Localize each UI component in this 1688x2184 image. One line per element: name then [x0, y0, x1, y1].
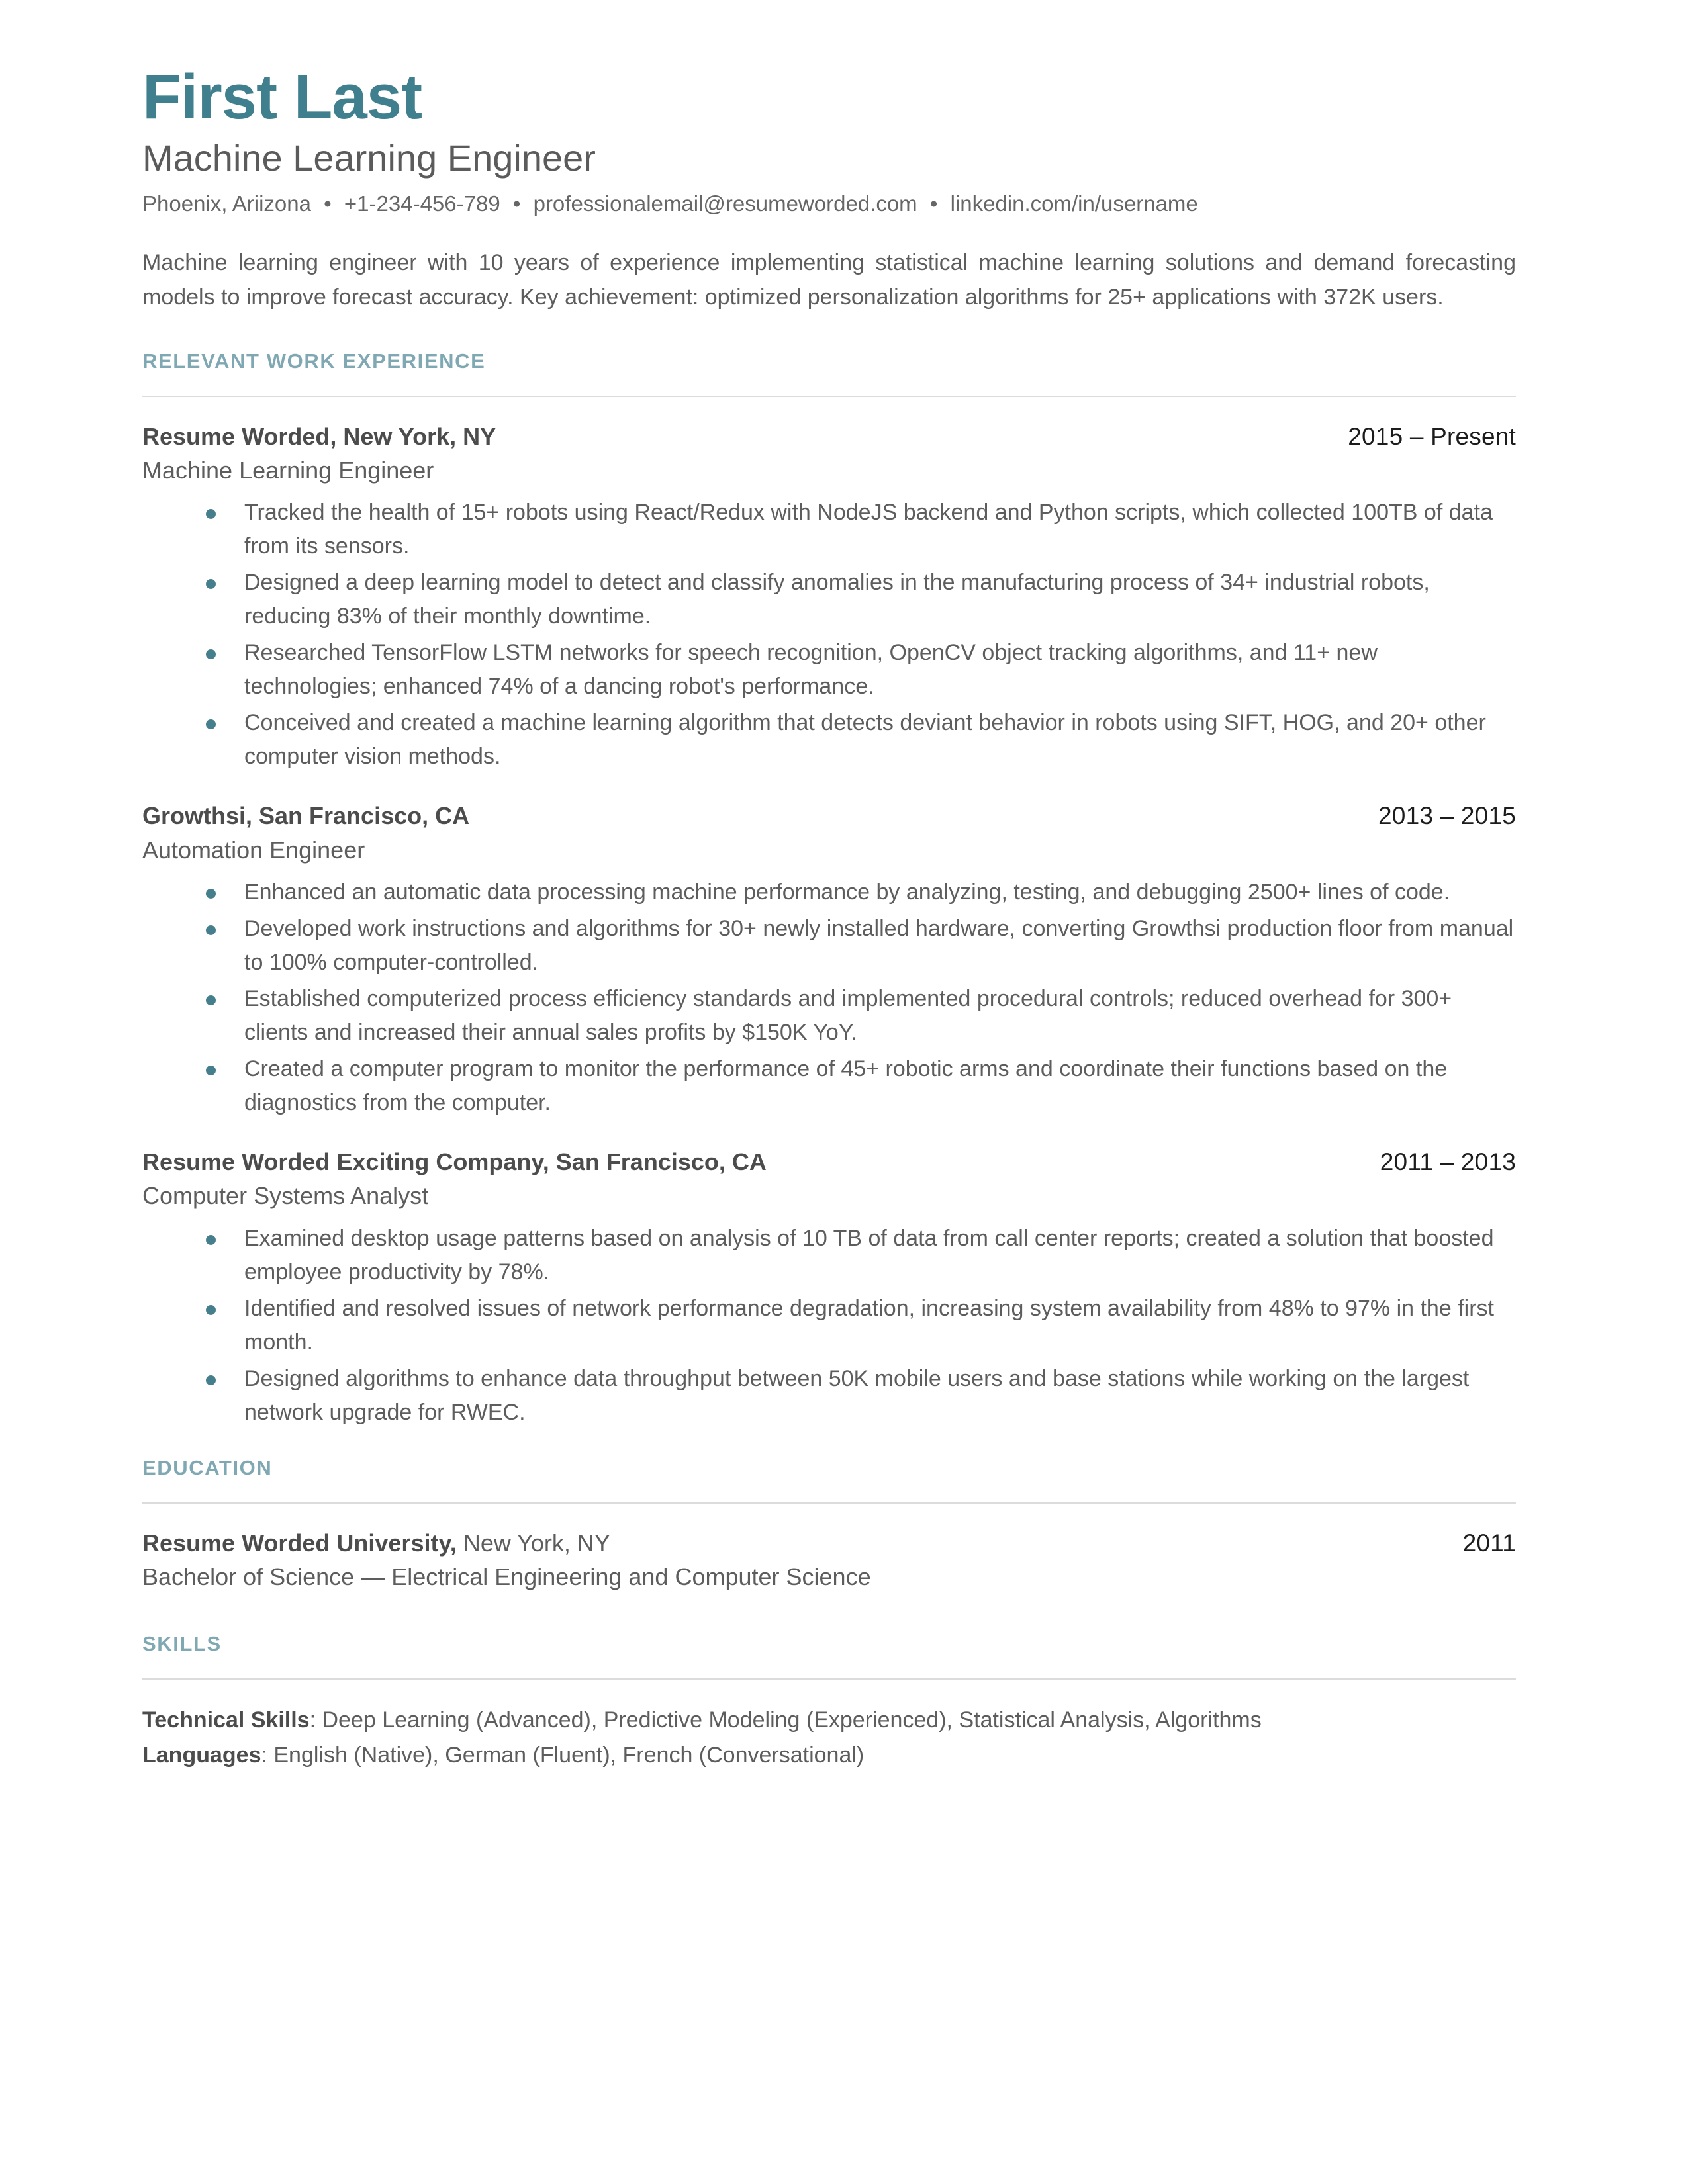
education-date: 2011: [1462, 1529, 1516, 1557]
contact-linkedin[interactable]: linkedin.com/in/username: [950, 191, 1198, 216]
education-degree: Bachelor of Science — Electrical Engineering and Computer Science: [142, 1563, 871, 1590]
skills-technical-value: : Deep Learning (Advanced), Predictive Modeling (Experienced), Statistical Analysis, Algorithms: [309, 1707, 1262, 1733]
section-heading-experience: RELEVANT WORK EXPERIENCE: [142, 349, 486, 373]
experience-organization: Resume Worded, New York, NY: [142, 422, 496, 450]
resume-header: [142, 63, 1516, 218]
experience-entry-header: [142, 1146, 1516, 1178]
section-heading-education: EDUCATION: [142, 1455, 273, 1479]
section-divider: [142, 396, 1516, 397]
skills-technical-line: [142, 1704, 1516, 1737]
contact-separator-icon: •: [929, 191, 938, 216]
education-school: [142, 1528, 610, 1559]
list-item: Examined desktop usage patterns based on analysis of 10 TB of data from call center reports; created a solution that boosted employee productivity by 78%.: [203, 1222, 1516, 1289]
skills-languages-value: : English (Native), German (Fluent), French (Conversational): [261, 1742, 865, 1768]
section-divider: [142, 1502, 1516, 1504]
page-title: First Last: [142, 62, 422, 132]
skills-languages-label: Languages: [142, 1742, 261, 1768]
education-entry-header: [142, 1527, 1516, 1559]
experience-bullet-list: [142, 1222, 1516, 1430]
experience-date-range: 2015 – Present: [1348, 422, 1516, 450]
experience-entry: [142, 800, 1516, 866]
section-experience: [142, 349, 1516, 1430]
education-school-name: Resume Worded University,: [142, 1529, 457, 1557]
list-item: Created a computer program to monitor the performance of 45+ robotic arms and coordinate their functions based on the diagnostics from the computer.: [203, 1052, 1516, 1120]
experience-organization: Resume Worded Exciting Company, San Francisco, CA: [142, 1148, 767, 1176]
list-item: Developed work instructions and algorithms for 30+ newly installed hardware, converting Growthsi production floor from manual to 100% computer-controlled.: [203, 912, 1516, 979]
experience-entry-header: [142, 800, 1516, 832]
header-job-title: Machine Learning Engineer: [142, 136, 596, 179]
education-entry: [142, 1527, 1516, 1594]
professional-summary: Machine learning engineer with 10 years of experience implementing statistical machine learning solutions and demand forecasting models to improve forecast accuracy. Key achievement: optimized personalization algorithms for 25+ applications with 372K users.: [142, 250, 1516, 310]
experience-entry: [142, 1146, 1516, 1212]
list-item: Designed algorithms to enhance data throughput between 50K mobile users and base stations while working on the largest network upgrade for RWEC.: [203, 1362, 1516, 1430]
list-item: Designed a deep learning model to detect and classify anomalies in the manufacturing process of 34+ industrial robots, reducing 83% of their monthly downtime.: [203, 566, 1516, 633]
experience-date-range: 2011 – 2013: [1380, 1148, 1516, 1176]
list-item: Researched TensorFlow LSTM networks for speech recognition, OpenCV object tracking algorithms, and 11+ new technologies; enhanced 74% of a dancing robot's performance.: [203, 636, 1516, 704]
experience-role: Computer Systems Analyst: [142, 1182, 429, 1210]
contact-separator-icon: •: [512, 191, 521, 216]
education-school-location: New York, NY: [456, 1529, 610, 1557]
experience-organization: Growthsi, San Francisco, CA: [142, 802, 470, 830]
list-item: Identified and resolved issues of network performance degradation, increasing system availability from 48% to 97% in the first month.: [203, 1292, 1516, 1359]
contact-line: [142, 189, 1516, 219]
experience-role: Machine Learning Engineer: [142, 456, 434, 484]
contact-location: Phoenix, Ariizona: [142, 191, 311, 216]
experience-bullet-list: [142, 876, 1516, 1120]
contact-phone[interactable]: +1-234-456-789: [344, 191, 500, 216]
experience-entry-header: [142, 421, 1516, 453]
experience-date-range: 2013 – 2015: [1378, 802, 1516, 830]
section-education: [142, 1456, 1516, 1594]
section-divider: [142, 1678, 1516, 1680]
contact-email[interactable]: professionalemail@resumeworded.com: [533, 191, 917, 216]
list-item: Established computerized process efficiency standards and implemented procedural controls; reduced overhead for 300+ clients and increased their annual sales profits by $150K YoY.: [203, 982, 1516, 1050]
section-heading-skills: SKILLS: [142, 1631, 222, 1655]
list-item: Enhanced an automatic data processing machine performance by analyzing, testing, and debugging 2500+ lines of code.: [203, 876, 1516, 909]
skills-technical-label: Technical Skills: [142, 1707, 310, 1733]
experience-bullet-list: [142, 496, 1516, 774]
experience-role: Automation Engineer: [142, 836, 365, 864]
list-item: Conceived and created a machine learning algorithm that detects deviant behavior in robots using SIFT, HOG, and 20+ other computer vision methods.: [203, 706, 1516, 774]
skills-languages-line: [142, 1739, 1516, 1772]
list-item: Tracked the health of 15+ robots using React/Redux with NodeJS backend and Python scripts, which collected 100TB of data from its sensors.: [203, 496, 1516, 563]
contact-separator-icon: •: [324, 191, 332, 216]
experience-entry: [142, 421, 1516, 487]
section-skills: [142, 1632, 1516, 1772]
